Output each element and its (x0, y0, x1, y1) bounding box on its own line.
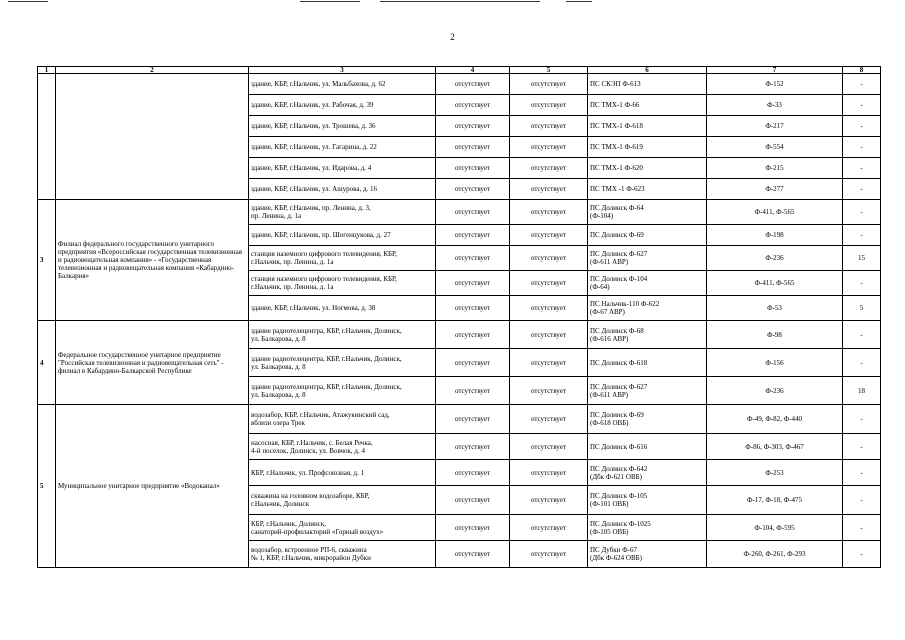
column-8-value: - (843, 515, 881, 541)
substation-feeder: ПС Дубки Ф-67 (Дбк Ф-624 ОВБ) (588, 541, 707, 568)
feeder-list: Ф-53 (707, 296, 843, 321)
column-8-value: - (843, 158, 881, 179)
feeder-list: Ф-260, Ф-261, Ф-293 (707, 541, 843, 568)
column-4-value: отсутствует (436, 486, 510, 515)
column-8-value: - (843, 137, 881, 158)
organization-name (56, 74, 249, 200)
column-header-6: 6 (588, 67, 707, 74)
column-5-value: отсутствует (510, 486, 588, 515)
column-4-value: отсутствует (436, 158, 510, 179)
substation-feeder: ПС Долинск Ф-618 (588, 349, 707, 377)
substation-feeder: ПС Долинск Ф-627 (Ф-611 АВР) (588, 377, 707, 405)
column-5-value: отсутствует (510, 200, 588, 225)
feeder-list: Ф-215 (707, 158, 843, 179)
column-4-value: отсутствует (436, 296, 510, 321)
substation-feeder: ПС СКЭП Ф-613 (588, 74, 707, 95)
column-8-value: - (843, 321, 881, 349)
column-4-value: отсутствует (436, 225, 510, 246)
column-8-value: - (843, 95, 881, 116)
feeder-list: Ф-411, Ф-565 (707, 200, 843, 225)
object-address: водозабор, КБР, г.Нальчик, Атажукинский сад, вблизи озера Трек (249, 405, 436, 434)
object-address: здание, КБР, г.Нальчик, ул. Трошева, д. 36 (249, 116, 436, 137)
column-5-value: отсутствует (510, 296, 588, 321)
feeder-list: Ф-17, Ф-18, Ф-475 (707, 486, 843, 515)
column-4-value: отсутствует (436, 377, 510, 405)
object-address: здание, КБР, г.Нальчик, ул. Ногмова, д. 38 (249, 296, 436, 321)
feeder-list: Ф-98 (707, 321, 843, 349)
object-address: здание, КБР, г.Нальчик, пр. Ленина, д. 3, пр. Ленина, д. 1а (249, 200, 436, 225)
feeder-list: Ф-411, Ф-565 (707, 271, 843, 296)
organization-name: Филиал федерального государственного унитарного предприятия «Всероссийская государственная телевизионная и радиовещательная компания» - «Государственная телевизионная и радиовещательная компания «Кабардино-Балкария» (56, 200, 249, 321)
feeder-list: Ф-86, Ф-303, Ф-467 (707, 434, 843, 460)
object-address: водозабор, встроенное РП-6, скважина № 1, КБР, г.Нальчик, микрорайон Дубки (249, 541, 436, 568)
column-5-value: отсутствует (510, 74, 588, 95)
column-8-value: - (843, 116, 881, 137)
organization-name: Муниципальное унитарное предприятие «Водоканал» (56, 405, 249, 568)
object-address: здание, КБР, г.Нальчик, ул. Гагарина, д. 22 (249, 137, 436, 158)
object-address: здание радиотелецентра, КБР, г.Нальчик, Долинск, ул. Балкарова, д. 8 (249, 321, 436, 349)
substation-feeder: ПС ТМХ-1 Ф-620 (588, 158, 707, 179)
column-8-value: - (843, 541, 881, 568)
column-5-value: отсутствует (510, 541, 588, 568)
column-8-value: - (843, 271, 881, 296)
column-4-value: отсутствует (436, 116, 510, 137)
substation-feeder: ПС Долинск Ф-1025 (Ф-105 ОВБ) (588, 515, 707, 541)
substation-feeder: ПС Долинск Ф-104 (Ф-64) (588, 271, 707, 296)
document-table (37, 66, 881, 568)
group-number: 5 (38, 405, 56, 568)
feeder-list: Ф-217 (707, 116, 843, 137)
column-4-value: отсутствует (436, 321, 510, 349)
feeder-list: Ф-156 (707, 349, 843, 377)
substation-feeder: ПС Долинск Ф-64 (Ф-104) (588, 200, 707, 225)
column-4-value: отсутствует (436, 515, 510, 541)
column-5-value: отсутствует (510, 377, 588, 405)
column-5-value: отсутствует (510, 434, 588, 460)
column-5-value: отсутствует (510, 225, 588, 246)
column-header-5: 5 (510, 67, 588, 74)
column-4-value: отсутствует (436, 405, 510, 434)
column-5-value: отсутствует (510, 321, 588, 349)
column-5-value: отсутствует (510, 158, 588, 179)
column-4-value: отсутствует (436, 434, 510, 460)
table-row (38, 321, 881, 349)
feeder-list: Ф-253 (707, 460, 843, 486)
page-number: 2 (450, 32, 455, 42)
top-scan-marks (0, 0, 905, 6)
column-8-value: - (843, 74, 881, 95)
column-5-value: отсутствует (510, 95, 588, 116)
column-header-3: 3 (249, 67, 436, 74)
column-8-value: - (843, 200, 881, 225)
object-address: КБР, г.Нальчик, ул. Профсоюзная, д. 1 (249, 460, 436, 486)
column-header-8: 8 (843, 67, 881, 74)
column-5-value: отсутствует (510, 405, 588, 434)
column-4-value: отсутствует (436, 95, 510, 116)
substation-feeder: ПС Долинск Ф-642 (Дбк Ф-621 ОВБ) (588, 460, 707, 486)
column-8-value: - (843, 179, 881, 200)
column-4-value: отсутствует (436, 246, 510, 271)
column-8-value: - (843, 405, 881, 434)
table-row (38, 200, 881, 225)
object-address: насосная, КБР, г.Нальчик, с. Белая Речка, 4-й поселок, Долинск, ул. Вовчок, д. 4 (249, 434, 436, 460)
column-5-value: отсутствует (510, 271, 588, 296)
column-4-value: отсутствует (436, 137, 510, 158)
column-4-value: отсутствует (436, 179, 510, 200)
substation-feeder: ПС Долинск Ф-69 (588, 225, 707, 246)
substation-feeder: ПС Долинск Ф-69 (Ф-618 ОВБ) (588, 405, 707, 434)
substation-feeder: ПС ТМХ-1 Ф-618 (588, 116, 707, 137)
column-4-value: отсутствует (436, 349, 510, 377)
table-row (38, 405, 881, 434)
column-5-value: отсутствует (510, 137, 588, 158)
substation-feeder: ПС Нальчик-110 Ф-622 (Ф-67 АВР) (588, 296, 707, 321)
column-8-value: - (843, 225, 881, 246)
column-4-value: отсутствует (436, 460, 510, 486)
feeder-list: Ф-236 (707, 246, 843, 271)
column-4-value: отсутствует (436, 200, 510, 225)
substation-feeder: ПС Долинск Ф-627 (Ф-611 АВР) (588, 246, 707, 271)
table-row (38, 74, 881, 95)
object-address: здание, КБР, г.Нальчик, ул. Ашурова, д. 16 (249, 179, 436, 200)
column-4-value: отсутствует (436, 74, 510, 95)
group-number: 3 (38, 200, 56, 321)
column-8-value: - (843, 434, 881, 460)
object-address: здание, КБР, г.Нальчик, ул. Мальбахова, д. 62 (249, 74, 436, 95)
feeder-list: Ф-554 (707, 137, 843, 158)
column-header-1: 1 (38, 67, 56, 74)
substation-feeder: ПС ТМХ -1 Ф-623 (588, 179, 707, 200)
feeder-list: Ф-277 (707, 179, 843, 200)
column-4-value: отсутствует (436, 271, 510, 296)
substation-feeder: ПС ТМХ-1 Ф-66 (588, 95, 707, 116)
object-address: здание, КБР, г.Нальчик, ул. Идарова, д. 4 (249, 158, 436, 179)
feeder-list: Ф-49, Ф-82, Ф-440 (707, 405, 843, 434)
group-number (38, 74, 56, 200)
object-address: станция наземного цифрового телевидения, КБР, г.Нальчик, пр. Ленина, д. 1а (249, 246, 436, 271)
object-address: здание, КБР, г.Нальчик, ул. Рабочая, д. 39 (249, 95, 436, 116)
column-header-7: 7 (707, 67, 843, 74)
object-address: здание, КБР, г.Нальчик, пр. Шогенцукова, д. 27 (249, 225, 436, 246)
column-8-value: - (843, 460, 881, 486)
feeder-list: Ф-236 (707, 377, 843, 405)
substation-feeder: ПС Долинск Ф-68 (Ф-616 АВР) (588, 321, 707, 349)
object-address: здание радиотелецентра, КБР, г.Нальчик, Долинск, ул. Балкарова, д. 8 (249, 377, 436, 405)
column-5-value: отсутствует (510, 179, 588, 200)
object-address: скважина на головном водозаборе, КБР, г.Нальчик, Долинск (249, 486, 436, 515)
object-address: станция наземного цифрового телевидения, КБР, г.Нальчик, пр. Ленина, д. 1а (249, 271, 436, 296)
feeder-list: Ф-198 (707, 225, 843, 246)
column-5-value: отсутствует (510, 246, 588, 271)
feeder-list: Ф-33 (707, 95, 843, 116)
column-5-value: отсутствует (510, 515, 588, 541)
object-address: КБР, г.Нальчик, Долинск, санаторий-профилакторий «Горный воздух» (249, 515, 436, 541)
feeder-list: Ф-104, Ф-595 (707, 515, 843, 541)
column-5-value: отсутствует (510, 349, 588, 377)
table-header-row (38, 67, 881, 74)
column-5-value: отсутствует (510, 460, 588, 486)
column-8-value: - (843, 486, 881, 515)
column-header-2: 2 (56, 67, 249, 74)
substation-feeder: ПС Долинск Ф-616 (588, 434, 707, 460)
column-4-value: отсутствует (436, 541, 510, 568)
substation-feeder: ПС Долинск Ф-105 (Ф-101 ОВБ) (588, 486, 707, 515)
column-5-value: отсутствует (510, 116, 588, 137)
column-header-4: 4 (436, 67, 510, 74)
substation-feeder: ПС ТМХ-1 Ф-619 (588, 137, 707, 158)
column-8-value: - (843, 349, 881, 377)
object-address: здание радиотелецентра, КБР, г.Нальчик, Долинск, ул. Балкарова, д. 8 (249, 349, 436, 377)
group-number: 4 (38, 321, 56, 405)
column-8-value: 5 (843, 296, 881, 321)
column-8-value: 18 (843, 377, 881, 405)
feeder-list: Ф-152 (707, 74, 843, 95)
column-8-value: 15 (843, 246, 881, 271)
organization-name: Федеральное государственное унитарное предприятие "Российская телевизионная и радиовещательная сеть" - филиал в Кабардино-Балкарской Республике (56, 321, 249, 405)
